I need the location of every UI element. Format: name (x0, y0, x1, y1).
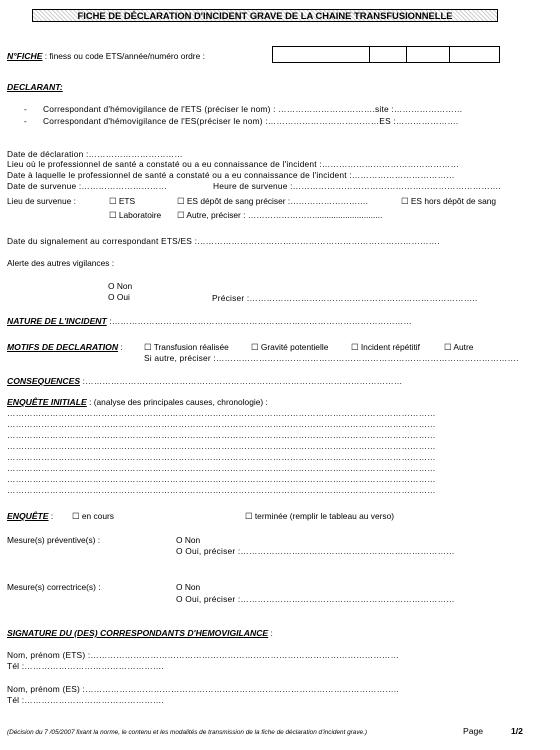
footer-page-label: Page (463, 726, 484, 736)
nature-dots: :…………………………………………………………………………………………… (106, 316, 412, 326)
motif-gravite-label: Gravité potentielle (260, 342, 329, 352)
tel-ets-field: Tél :…………………………………………. (7, 661, 165, 671)
lieu-ets-option[interactable] (109, 196, 135, 207)
enquete-dotline: …………………………………………………………………………………………………………………………………… (7, 463, 436, 473)
lieu-es-depot-label: ES dépôt de sang préciser :………………………. (186, 196, 368, 206)
heure-survenue: Heure de survenue :………………………………………………………………. (213, 181, 502, 191)
nom-es-field: Nom, prénom (ES) :……………………………………………………………………………………………….. (7, 684, 399, 694)
nature-label: NATURE DE L'INCIDENT (7, 316, 107, 326)
fiche-box-order[interactable] (450, 47, 499, 62)
motif-repetitif-option[interactable] (351, 342, 420, 353)
enquete-initiale-label: ENQUÊTE INITIALE (7, 397, 87, 407)
nature-row (7, 316, 412, 327)
declarant-ets-line: Correspondant d'hémovigilance de l'ETS (préciser le nom) : …………………………….site :…………………… (43, 104, 463, 114)
mesures-correctrices-label: Mesure(s) correctrice(s) : (7, 582, 101, 592)
lieu-constat: Lieu où le professionnel de santé a constaté ou a eu connaissance de l'incident :………………………………………… (7, 159, 460, 169)
motifs-colon: : (118, 342, 123, 352)
motif-transfusion-label: Transfusion réalisée (153, 342, 229, 352)
footer-note: (Décision du 7 /05/2007 fixant la norme, le contenu et les modalités de transmission de la fiche de déclaration d'incident grave.) (7, 729, 368, 736)
declarant-es-line: Correspondant d'hémovigilance de l'ES(préciser le nom) :…………………………………ES :…………………. (43, 116, 459, 126)
bullet-1: - (24, 104, 27, 114)
checkbox-icon[interactable]: ☐ (444, 342, 452, 352)
footer-page-number: 1/2 (511, 726, 523, 736)
checkbox-icon[interactable]: ☐ (144, 342, 152, 352)
lieu-labo-option[interactable] (109, 210, 161, 221)
fiche-box-year[interactable] (370, 47, 407, 62)
enquete-initiale-row (7, 397, 268, 408)
enquete-dotline: …………………………………………………………………………………………………………………………………… (7, 474, 436, 484)
enquete-dotline: …………………………………………………………………………………………………………………………………… (7, 430, 436, 440)
mesures-prev-oui-radio[interactable]: O Oui, préciser :………………………………………………………………… (176, 546, 455, 556)
declarant-label: DECLARANT: (7, 82, 63, 92)
lieu-es-hors-option[interactable] (401, 196, 496, 207)
enquete-colon: : (50, 511, 54, 521)
motif-autre-option[interactable] (444, 342, 473, 353)
consequences-row (7, 376, 402, 387)
mesures-corr-non-radio[interactable]: O Non (176, 582, 201, 592)
checkbox-icon[interactable]: ☐ (401, 196, 409, 206)
form-title: FICHE DE DÉCLARATION D'INCIDENT GRAVE DE LA CHAINE TRANSFUSIONNELLE (32, 9, 498, 22)
motif-autre-label: Autre (453, 342, 474, 352)
signature-row (7, 628, 273, 639)
fiche-box-number[interactable] (407, 47, 450, 62)
lieu-es-depot-option[interactable] (177, 196, 368, 207)
date-signalement: Date du signalement au correspondant ETS/ES :…………………………………………………………………………. (7, 236, 440, 246)
signature-label: SIGNATURE DU (DES) CORRESPONDANTS D'HEMOVIGILANCE (7, 628, 269, 638)
fiche-number-boxes[interactable] (272, 46, 500, 63)
consequences-label: CONSEQUENCES (7, 376, 81, 386)
mesures-preventives-label: Mesure(s) préventive(s) : (7, 535, 101, 545)
date-survenue: Date de survenue :………………………… (7, 181, 168, 191)
motifs-label: MOTIFS DE DECLARATION (7, 342, 119, 352)
enquete-cours-option[interactable] (72, 511, 114, 522)
lieu-labo-label: Laboratoire (118, 210, 162, 220)
enquete-initiale-desc: : (analyse des principales causes, chronologie) : (86, 397, 268, 407)
enquete-dotline: …………………………………………………………………………………………………………………………………… (7, 485, 436, 495)
enquete-dotline: …………………………………………………………………………………………………………………………………… (7, 419, 436, 429)
fiche-row (7, 51, 205, 62)
checkbox-icon[interactable]: ☐ (109, 196, 117, 206)
checkbox-icon[interactable]: ☐ (72, 511, 80, 521)
fiche-box-finess[interactable] (273, 47, 370, 62)
tel-es-field: Tél :…………………………………………. (7, 695, 165, 705)
alerte-vigilances-label: Alerte des autres vigilances : (7, 258, 115, 268)
enquete-dotline: …………………………………………………………………………………………………………………………………… (7, 408, 436, 418)
motifs-row (7, 342, 123, 353)
lieu-survenue-label: Lieu de survenue : (7, 196, 76, 206)
bullet-2: - (24, 116, 27, 126)
motif-transfusion-option[interactable] (144, 342, 229, 353)
mesures-corr-oui-radio[interactable]: O Oui, préciser :………………………………………………………………… (176, 594, 455, 604)
fiche-desc: : finess ou code ETS/année/numéro ordre : (42, 51, 205, 61)
nom-ets-field: Nom, prénom (ETS) :……………………………………………………………………………………………… (7, 650, 400, 660)
motif-repetitif-label: Incident répétitif (360, 342, 420, 352)
motif-gravite-option[interactable] (251, 342, 328, 353)
consequences-dots: :………………………………………………………………………………………………… (80, 376, 403, 386)
enquete-dotline: …………………………………………………………………………………………………………………………………… (7, 452, 436, 462)
checkbox-icon[interactable]: ☐ (245, 511, 253, 521)
lieu-autre-option[interactable] (177, 210, 382, 221)
enquete-terminee-option[interactable] (245, 511, 394, 522)
checkbox-icon[interactable]: ☐ (177, 196, 185, 206)
mesures-prev-non-radio[interactable]: O Non (176, 535, 201, 545)
lieu-autre-label: Autre, préciser : ……………………............................. (186, 210, 383, 220)
alerte-preciser: Préciser :…………………………………………………………………….. (212, 293, 478, 303)
lieu-ets-label: ETS (118, 196, 136, 206)
checkbox-icon[interactable]: ☐ (109, 210, 117, 220)
enquete-cours-label: en cours (81, 511, 114, 521)
date-declaration: Date de déclaration :…………………………… (7, 149, 183, 159)
enquete-row (7, 511, 53, 522)
motif-autre-preciser: Si autre, préciser :……………………………………………………………………………………………. (144, 353, 519, 363)
checkbox-icon[interactable]: ☐ (251, 342, 259, 352)
enquete-dotline: …………………………………………………………………………………………………………………………………… (7, 441, 436, 451)
checkbox-icon[interactable]: ☐ (351, 342, 359, 352)
enquete-label: ENQUÊTE (7, 511, 49, 521)
alerte-non-radio[interactable]: O Non (108, 281, 133, 291)
signature-colon: : (268, 628, 273, 638)
fiche-label: N°FICHE (7, 51, 43, 61)
alerte-oui-radio[interactable]: O Oui (108, 292, 130, 302)
checkbox-icon[interactable]: ☐ (177, 210, 185, 220)
enquete-terminee-label: terminée (remplir le tableau au verso) (254, 511, 395, 521)
date-constat: Date à laquelle le professionnel de santé a constaté ou a eu connaissance de l'incident :……………………………… (7, 170, 455, 180)
lieu-es-hors-label: ES hors dépôt de sang (410, 196, 497, 206)
